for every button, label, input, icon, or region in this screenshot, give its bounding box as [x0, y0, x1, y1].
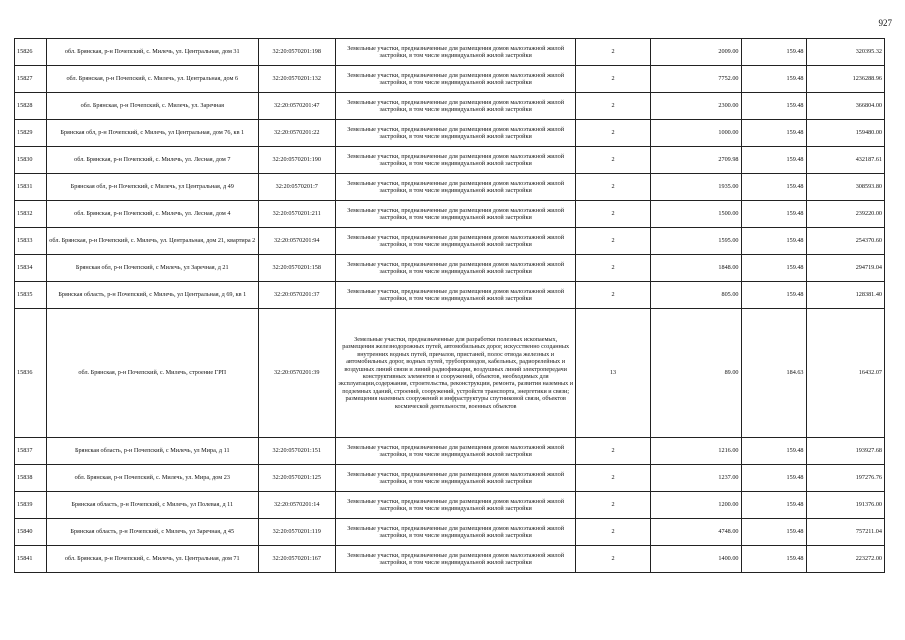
cadastral-value-cell: 223272.00	[806, 546, 884, 573]
permitted-use-cell: Земельные участки, предназначенные для размещения домов малоэтажной жилой застройки, в том числе индивидуальной жилой застройки	[335, 282, 575, 309]
permitted-use-cell: Земельные участки, предназначенные для размещения домов малоэтажной жилой застройки, в том числе индивидуальной жилой застройки	[335, 147, 575, 174]
permitted-use-cell: Земельные участки, предназначенные для размещения домов малоэтажной жилой застройки, в том числе индивидуальной жилой застройки	[335, 174, 575, 201]
area-cell: 1237.00	[650, 465, 741, 492]
area-cell: 1595.00	[650, 228, 741, 255]
specific-value-cell: 159.48	[741, 228, 806, 255]
specific-value-cell: 159.48	[741, 120, 806, 147]
table-row	[15, 546, 885, 573]
specific-value-cell: 159.48	[741, 201, 806, 228]
area-cell: 1848.00	[650, 255, 741, 282]
area-cell: 1500.00	[650, 201, 741, 228]
cadastral-number-cell: 32:20:0570201:14	[258, 492, 335, 519]
specific-value-cell: 159.48	[741, 174, 806, 201]
cadastral-value-cell: 320395.32	[806, 39, 884, 66]
row-number: 15826	[15, 39, 47, 66]
specific-value-cell: 159.48	[741, 438, 806, 465]
row-number: 15833	[15, 228, 47, 255]
permitted-use-cell: Земельные участки, предназначенные для размещения домов малоэтажной жилой застройки, в том числе индивидуальной жилой застройки	[335, 492, 575, 519]
table-row	[15, 519, 885, 546]
cadastral-value-cell: 757211.04	[806, 519, 884, 546]
permitted-use-cell: Земельные участки, предназначенные для размещения домов малоэтажной жилой застройки, в том числе индивидуальной жилой застройки	[335, 39, 575, 66]
area-cell: 805.00	[650, 282, 741, 309]
row-number: 15829	[15, 120, 47, 147]
cadastral-number-cell: 32:20:0570201:198	[258, 39, 335, 66]
row-number: 15840	[15, 519, 47, 546]
category-cell: 2	[576, 66, 650, 93]
category-cell: 2	[576, 519, 650, 546]
specific-value-cell: 184.63	[741, 309, 806, 438]
address-cell: Брянская обл, р-н Почепский, с Милечь, ул Центральная, дом 76, кв 1	[46, 120, 258, 147]
category-cell: 13	[576, 309, 650, 438]
specific-value-cell: 159.48	[741, 519, 806, 546]
area-cell: 89.00	[650, 309, 741, 438]
permitted-use-cell: Земельные участки, предназначенные для размещения домов малоэтажной жилой застройки, в том числе индивидуальной жилой застройки	[335, 546, 575, 573]
cadastral-value-cell: 366804.00	[806, 93, 884, 120]
table-row	[15, 255, 885, 282]
table-row	[15, 39, 885, 66]
cadastral-value-table	[14, 38, 885, 573]
permitted-use-cell: Земельные участки, предназначенные для размещения домов малоэтажной жилой застройки, в том числе индивидуальной жилой застройки	[335, 465, 575, 492]
cadastral-value-cell: 254370.60	[806, 228, 884, 255]
address-cell: обл. Брянская, р-н Почепский, с. Милечь, ул. Центральная, дом 21, квартира 2	[46, 228, 258, 255]
permitted-use-cell: Земельные участки, предназначенные для размещения домов малоэтажной жилой застройки, в том числе индивидуальной жилой застройки	[335, 66, 575, 93]
address-cell: Брянская область, р-н Почепский, с Милечь, ул Мира, д 11	[46, 438, 258, 465]
cadastral-number-cell: 32:20:0570201:167	[258, 546, 335, 573]
category-cell: 2	[576, 120, 650, 147]
cadastral-number-cell: 32:20:0570201:211	[258, 201, 335, 228]
category-cell: 2	[576, 465, 650, 492]
row-number: 15841	[15, 546, 47, 573]
cadastral-number-cell: 32:20:0570201:47	[258, 93, 335, 120]
address-cell: обл. Брянская, р-н Почепский, с. Милечь, ул. Центральная, дом 71	[46, 546, 258, 573]
table-body	[15, 39, 885, 573]
row-number: 15832	[15, 201, 47, 228]
table-row	[15, 228, 885, 255]
area-cell: 1000.00	[650, 120, 741, 147]
cadastral-number-cell: 32:20:0570201:158	[258, 255, 335, 282]
permitted-use-cell: Земельные участки, предназначенные для размещения домов малоэтажной жилой застройки, в том числе индивидуальной жилой застройки	[335, 120, 575, 147]
address-cell: Брянская обл, р-н Почепский, с Милечь, ул Заречная, д 21	[46, 255, 258, 282]
address-cell: обл. Брянская, р-н Почепский, с. Милечь, строение ГРП	[46, 309, 258, 438]
address-cell: обл. Брянская, р-н Почепский, с. Милечь, ул. Центральная, дом 31	[46, 39, 258, 66]
category-cell: 2	[576, 546, 650, 573]
table-row	[15, 438, 885, 465]
row-number: 15835	[15, 282, 47, 309]
specific-value-cell: 159.48	[741, 282, 806, 309]
area-cell: 1200.00	[650, 492, 741, 519]
table-row	[15, 465, 885, 492]
cadastral-number-cell: 32:20:0570201:125	[258, 465, 335, 492]
area-cell: 2300.00	[650, 93, 741, 120]
category-cell: 2	[576, 147, 650, 174]
row-number: 15837	[15, 438, 47, 465]
area-cell: 1216.00	[650, 438, 741, 465]
row-number: 15838	[15, 465, 47, 492]
address-cell: Брянская область, р-н Почепский, с Милечь, ул Полевая, д 11	[46, 492, 258, 519]
cadastral-value-cell: 239220.00	[806, 201, 884, 228]
row-number: 15836	[15, 309, 47, 438]
address-cell: обл. Брянская, р-н Почепский, с. Милечь, ул. Заречная	[46, 93, 258, 120]
cadastral-value-cell: 294719.04	[806, 255, 884, 282]
cadastral-value-cell: 191376.00	[806, 492, 884, 519]
area-cell: 2709.98	[650, 147, 741, 174]
address-cell: обл. Брянская, р-н Почепский, с. Милечь, ул. Центральная, дом 6	[46, 66, 258, 93]
table-row	[15, 309, 885, 438]
permitted-use-cell: Земельные участки, предназначенные для разработки полезных ископаемых, размещения железнодорожных путей, автомобильных дорог, искусственно созданных внутренних водных путей, причалов, пристаней, полос отвода железных и автомобильных дорог, водных путей, трубопроводов, кабельных, радиорелейных и воздушных линий связи и линий радиофикации, воздушных линий электропередачи конструктивных элементов и сооружений, объектов, необходимых для эксплуатации,содержания, строительства, реконструкции, ремонта, развития наземных и подземных зданий, строений, сооружений, устройств транспорта, энергетики и связи; размещения наземных сооружений и инфраструктуры спутниковой связи, объектов космической деятельности, военных объектов	[335, 309, 575, 438]
cadastral-value-cell: 193927.68	[806, 438, 884, 465]
address-cell: обл. Брянская, р-н Почепский, с. Милечь, ул. Лесная, дом 4	[46, 201, 258, 228]
address-cell: Брянская обл, р-н Почепский, с Милечь, ул Центральная, д 49	[46, 174, 258, 201]
cadastral-number-cell: 32:20:0570201:39	[258, 309, 335, 438]
row-number: 15831	[15, 174, 47, 201]
category-cell: 2	[576, 438, 650, 465]
cadastral-number-cell: 32:20:0570201:119	[258, 519, 335, 546]
row-number: 15827	[15, 66, 47, 93]
row-number: 15839	[15, 492, 47, 519]
table-row	[15, 120, 885, 147]
category-cell: 2	[576, 93, 650, 120]
specific-value-cell: 159.48	[741, 66, 806, 93]
table-row	[15, 282, 885, 309]
table-row	[15, 492, 885, 519]
permitted-use-cell: Земельные участки, предназначенные для размещения домов малоэтажной жилой застройки, в том числе индивидуальной жилой застройки	[335, 228, 575, 255]
cadastral-number-cell: 32:20:0570201:132	[258, 66, 335, 93]
specific-value-cell: 159.48	[741, 546, 806, 573]
category-cell: 2	[576, 282, 650, 309]
cadastral-value-cell: 16432.07	[806, 309, 884, 438]
category-cell: 2	[576, 201, 650, 228]
row-number: 15828	[15, 93, 47, 120]
specific-value-cell: 159.48	[741, 465, 806, 492]
area-cell: 2009.00	[650, 39, 741, 66]
category-cell: 2	[576, 174, 650, 201]
table-row	[15, 66, 885, 93]
category-cell: 2	[576, 39, 650, 66]
cadastral-number-cell: 32:20:0570201:22	[258, 120, 335, 147]
address-cell: Брянская область, р-н Почепский, с Милечь, ул Заречная, д 45	[46, 519, 258, 546]
address-cell: обл. Брянская, р-н Почепский, с. Милечь, ул. Лесная, дом 7	[46, 147, 258, 174]
cadastral-value-cell: 1236288.96	[806, 66, 884, 93]
category-cell: 2	[576, 255, 650, 282]
table-row	[15, 174, 885, 201]
category-cell: 2	[576, 228, 650, 255]
cadastral-number-cell: 32:20:0570201:151	[258, 438, 335, 465]
row-number: 15834	[15, 255, 47, 282]
specific-value-cell: 159.48	[741, 255, 806, 282]
address-cell: обл. Брянская, р-н Почепский, с. Милечь, ул. Мира, дом 23	[46, 465, 258, 492]
cadastral-value-cell: 159480.00	[806, 120, 884, 147]
specific-value-cell: 159.48	[741, 93, 806, 120]
permitted-use-cell: Земельные участки, предназначенные для размещения домов малоэтажной жилой застройки, в том числе индивидуальной жилой застройки	[335, 438, 575, 465]
specific-value-cell: 159.48	[741, 147, 806, 174]
page-number: 927	[878, 18, 892, 28]
area-cell: 1935.00	[650, 174, 741, 201]
permitted-use-cell: Земельные участки, предназначенные для размещения домов малоэтажной жилой застройки, в том числе индивидуальной жилой застройки	[335, 93, 575, 120]
permitted-use-cell: Земельные участки, предназначенные для размещения домов малоэтажной жилой застройки, в том числе индивидуальной жилой застройки	[335, 201, 575, 228]
cadastral-value-cell: 128381.40	[806, 282, 884, 309]
table-row	[15, 147, 885, 174]
table-row	[15, 93, 885, 120]
area-cell: 7752.00	[650, 66, 741, 93]
cadastral-number-cell: 32:20:0570201:94	[258, 228, 335, 255]
specific-value-cell: 159.48	[741, 492, 806, 519]
row-number: 15830	[15, 147, 47, 174]
cadastral-number-cell: 32:20:0570201:7	[258, 174, 335, 201]
cadastral-value-cell: 308593.80	[806, 174, 884, 201]
category-cell: 2	[576, 492, 650, 519]
cadastral-value-cell: 432187.61	[806, 147, 884, 174]
specific-value-cell: 159.48	[741, 39, 806, 66]
cadastral-number-cell: 32:20:0570201:190	[258, 147, 335, 174]
table-row	[15, 201, 885, 228]
area-cell: 1400.00	[650, 546, 741, 573]
cadastral-number-cell: 32:20:0570201:37	[258, 282, 335, 309]
permitted-use-cell: Земельные участки, предназначенные для размещения домов малоэтажной жилой застройки, в том числе индивидуальной жилой застройки	[335, 519, 575, 546]
address-cell: Брянская область, р-н Почепский, с Милечь, ул Центральная, д 69, кв 1	[46, 282, 258, 309]
permitted-use-cell: Земельные участки, предназначенные для размещения домов малоэтажной жилой застройки, в том числе индивидуальной жилой застройки	[335, 255, 575, 282]
cadastral-value-cell: 197276.76	[806, 465, 884, 492]
area-cell: 4748.00	[650, 519, 741, 546]
